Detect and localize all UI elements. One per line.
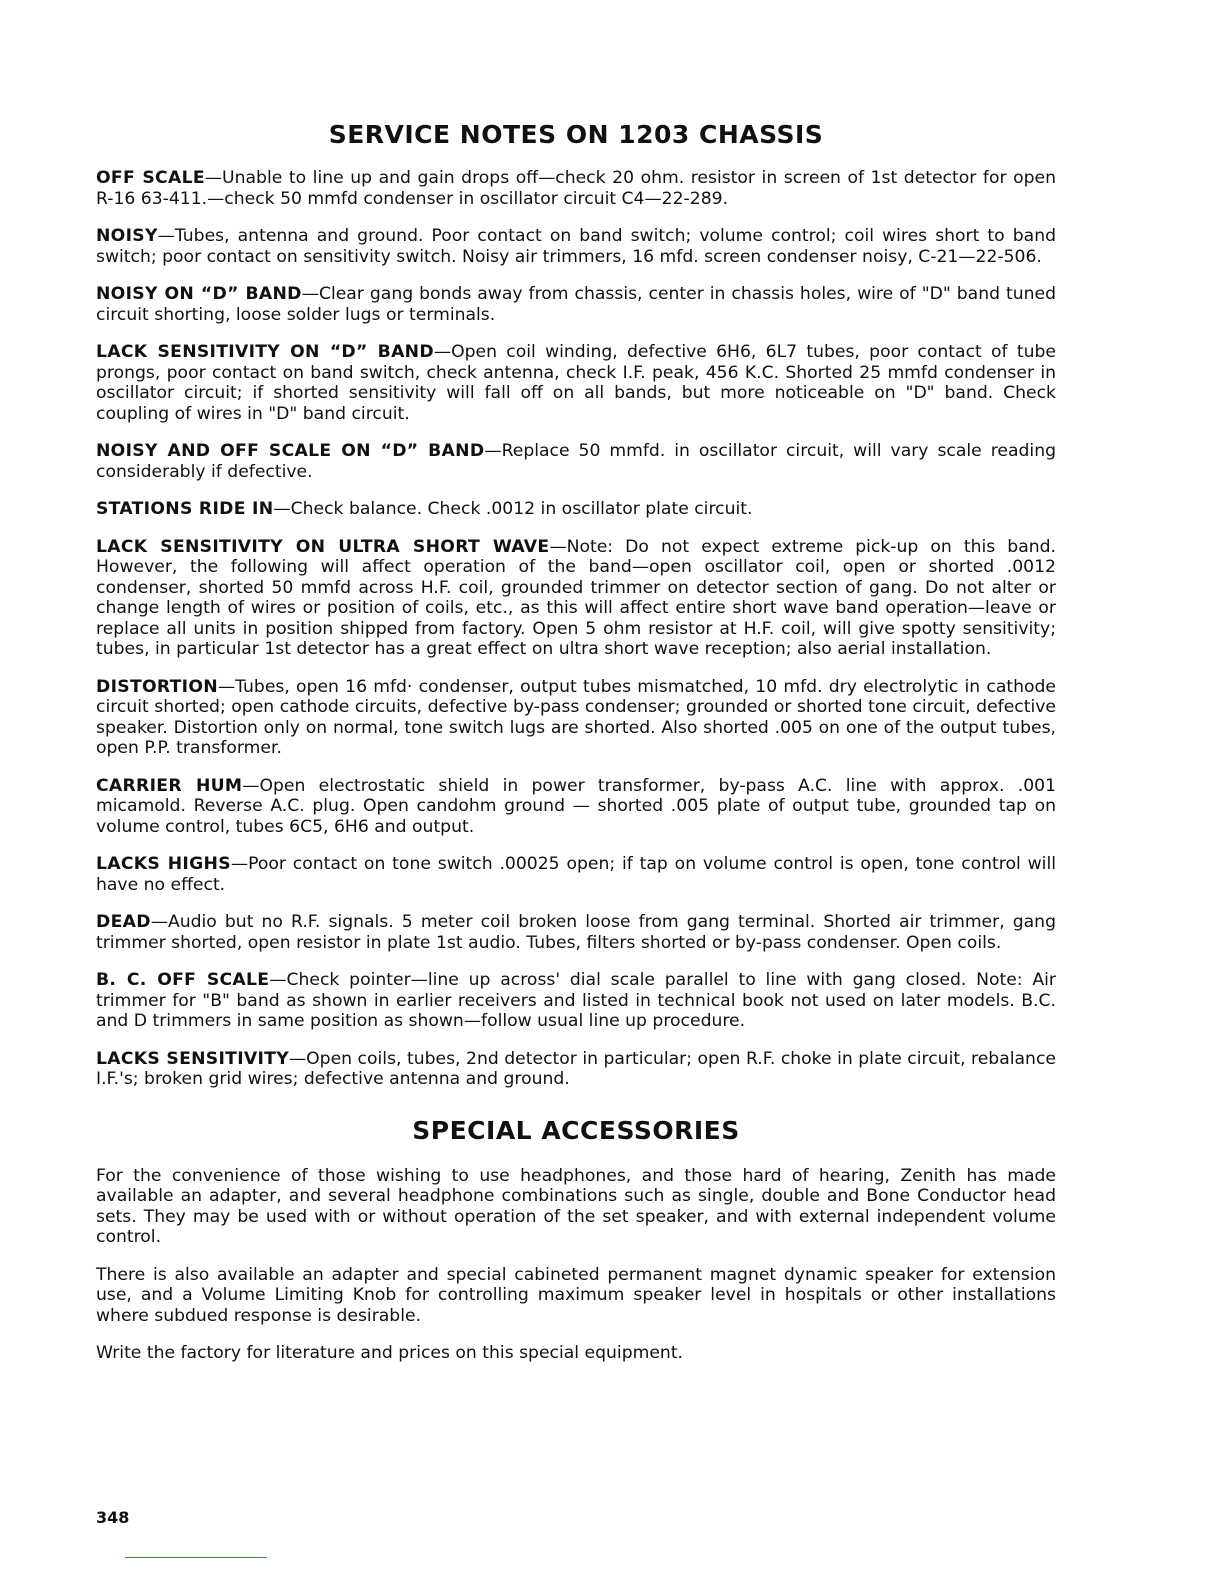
note-keyword: B. C. OFF SCALE [96, 970, 270, 990]
service-note [96, 854, 1056, 895]
note-keyword: LACK SENSITIVITY ON ULTRA SHORT WAVE [96, 536, 550, 557]
note-text: —Note: Do not expect extreme pick-up on this band. However, the following will affect operation of the band—open oscillator coil, open or shorted .0012 condenser, shorted 50 mmfd across H.F. coil, grounded trimmer on detector section of gang. Do not alter or change length of wires or position of coils, etc., as this will affect entire short wave band operation—leave or replace all units in position shipped from factory. Open 5 ohm resistor at H.F. coil, will give spotty sensitivity; tubes, in particular 1st detector has a great effect on ultra short wave reception; also aerial installation. [96, 536, 1056, 659]
service-note [96, 441, 1056, 482]
service-note [96, 342, 1056, 424]
note-text: —Audio but no R.F. signals. 5 meter coil broken loose from gang terminal. Shorted air trimmer, gang trimmer shorted, open resistor in plate 1st audio. Tubes, filters shorted or by-pass condenser. Open coils. [96, 912, 1056, 953]
accessories-paragraph: There is also available an adapter and special cabineted permanent magnet dynamic speaker for extension use, and a Volume Limiting Knob for controlling maximum speaker level in hospitals or other installations where subdued response is desirable. [96, 1264, 1056, 1326]
note-keyword: DEAD [96, 912, 151, 932]
footer-rule [125, 1557, 267, 1558]
note-keyword: NOISY AND OFF SCALE ON “D” BAND [96, 441, 485, 461]
note-text: —Tubes, open 16 mfd· condenser, output tubes mismatched, 10 mfd. dry electrolytic in cathode circuit shorted; open cathode circuits, defective by-pass condenser; grounded or shorted tone circuit, defective speaker. Distortion only on normal, tone switch lugs are shorted. Also shorted .005 on one of the output tubes, open P.P. transformer. [96, 676, 1056, 758]
note-text: —Open coils, tubes, 2nd detector in particular; open R.F. choke in plate circuit, rebalance I.F.'s; broken grid wires; defective antenna and ground. [96, 1048, 1056, 1089]
note-keyword: NOISY [96, 226, 158, 246]
note-keyword: LACKS HIGHS [96, 854, 231, 874]
note-text: —Open electrostatic shield in power transformer, by-pass A.C. line with approx. .001 micamold. Reverse A.C. plug. Open candohm ground — shorted .005 plate of output tube, grounded tap on volume control, tubes 6C5, 6H6 and output. [96, 775, 1056, 837]
note-text: —Poor contact on tone switch .00025 open; if tap on volume control is open, tone control will have no effect. [96, 854, 1057, 895]
note-text: —Tubes, antenna and ground. Poor contact on band switch; volume control; coil wires short to band switch; poor contact on sensitivity switch. Noisy air trimmers, 16 mfd. screen condenser noisy, C-21—22-506. [96, 226, 1056, 267]
service-note [96, 537, 1056, 660]
note-text: —Open coil winding, defective 6H6, 6L7 tubes, poor contact of tube prongs, poor contact on band switch, check antenna, check I.F. peak, 456 K.C. Shorted 25 mmfd condenser in oscillator circuit; if shorted sensitivity will fall off on all bands, but more noticeable on "D" band. Check coupling of wires in "D" band circuit. [96, 342, 1056, 424]
note-keyword: STATIONS RIDE IN [96, 499, 274, 519]
note-text: —Check balance. Check .0012 in oscillator plate circuit. [273, 499, 753, 519]
page-title: SERVICE NOTES ON 1203 CHASSIS [328, 120, 824, 149]
service-note [96, 284, 1056, 325]
note-keyword: NOISY ON “D” BAND [96, 284, 302, 304]
accessories-title: SPECIAL ACCESSORIES [412, 1115, 740, 1145]
service-note [96, 912, 1056, 953]
service-note [96, 1049, 1056, 1090]
note-text: —Replace 50 mmfd. in oscillator circuit, will vary scale reading considerably if defective. [96, 441, 1056, 482]
note-text: —Check pointer—line up across' dial scale parallel to line with gang closed. Note: Air trimmer for "B" band as shown in earlier receivers and listed in technical book not used on later models. B.C. and D trimmers in same position as shown—follow usual line up procedure. [96, 970, 1056, 1031]
accessories-paragraph: Write the factory for literature and prices on this special equipment. [96, 1343, 684, 1363]
service-note [96, 499, 1056, 520]
note-text: —Clear gang bonds away from chassis, center in chassis holes, wire of "D" band tuned circuit shorting, loose solder lugs or terminals. [96, 284, 1056, 325]
note-keyword: CARRIER HUM [96, 775, 243, 796]
page-number: 348 [96, 1508, 130, 1527]
service-note [96, 677, 1056, 759]
note-keyword: LACK SENSITIVITY ON “D” BAND [96, 342, 434, 362]
note-keyword: LACKS SENSITIVITY [96, 1048, 289, 1069]
service-note [96, 226, 1056, 267]
service-note [96, 776, 1056, 838]
note-keyword: OFF SCALE [96, 168, 205, 188]
document-page [96, 118, 1056, 1381]
accessories-paragraph: For the convenience of those wishing to use headphones, and those hard of hearing, Zenith has made available an adapter, and several headphone combinations such as single, double and Bone Conductor head sets. They may be used with or without operation of the set speaker, and with external independent volume control. [96, 1165, 1056, 1247]
note-keyword: DISTORTION [96, 676, 218, 697]
service-note [96, 970, 1056, 1032]
service-note [96, 168, 1056, 209]
note-text: —Unable to line up and gain drops off—check 20 ohm. resistor in screen of 1st detector for open R-16 63-411.—check 50 mmfd condenser in oscillator circuit C4—22-289. [96, 168, 1056, 209]
